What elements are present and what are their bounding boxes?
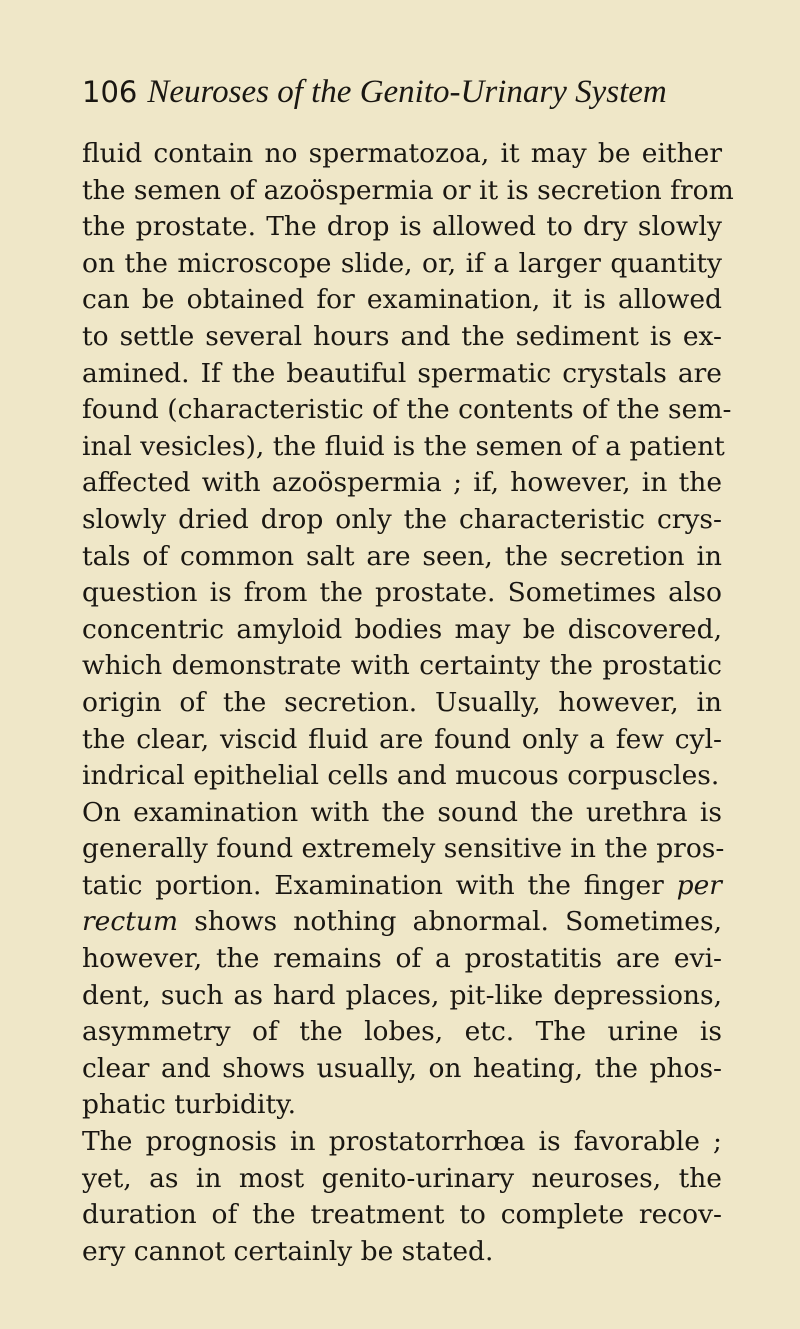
text-line-12: tals of common salt are seen, the secretion in <box>82 540 722 572</box>
page-number: 106 <box>82 75 138 109</box>
text-line-5: can be obtained for examination, it is allowed <box>82 284 722 316</box>
text-line-22-rest: shows nothing abnormal. Sometimes, <box>194 906 722 938</box>
text-line-18: indrical epithelial cells and mucous corpuscles. <box>82 760 720 792</box>
text-line-4: on the microscope slide, or, if a larger quantity <box>82 247 722 279</box>
text-line-26: clear and shows usually, on heating, the phos- <box>82 1052 722 1084</box>
text-line-30: duration of the treatment to complete recov- <box>82 1199 722 1231</box>
text-line-15: which demonstrate with certainty the prostatic <box>82 650 722 682</box>
text-line-2: the semen of azoöspermia or it is secretion from <box>82 174 734 206</box>
text-line-10: affected with azoöspermia ; if, however, in the <box>82 467 722 499</box>
text-line-8: found (characteristic of the contents of the sem- <box>82 394 732 426</box>
text-line-3: the prostate. The drop is allowed to dry slowly <box>82 211 722 243</box>
text-line-16: origin of the secretion. Usually, however, in <box>82 686 722 718</box>
text-line-21-main: tatic portion. Examination with the finger <box>82 869 664 901</box>
text-line-6: to settle several hours and the sediment is ex- <box>82 320 722 352</box>
text-line-23: however, the remains of a prostatitis are evi- <box>82 943 722 975</box>
text-line-20: generally found extremely sensitive in the pros- <box>82 833 725 865</box>
text-line-14: concentric amyloid bodies may be discovered, <box>82 613 722 645</box>
text-line-28: The prognosis in prostatorrhœa is favorable ; <box>82 1126 722 1158</box>
text-line-31: ery cannot certainly be stated. <box>82 1235 494 1267</box>
text-line-11: slowly dried drop only the characteristic crys- <box>82 503 722 535</box>
body-text <box>82 136 734 1270</box>
text-line-29: yet, as in most genito-urinary neuroses, the <box>82 1162 722 1194</box>
text-line-24: dent, such as hard places, pit-like depressions, <box>82 979 722 1011</box>
running-title: Neuroses of the Genito-Urinary System <box>147 74 667 110</box>
text-line-19: On examination with the sound the urethra is <box>82 796 722 828</box>
text-line-13: question is from the prostate. Sometimes also <box>82 577 722 609</box>
text-line-27: phatic turbidity. <box>82 1089 297 1121</box>
italic-rectum: rectum <box>82 906 179 938</box>
text-line-25: asymmetry of the lobes, etc. The urine is <box>82 1016 722 1048</box>
text-line-22 <box>82 904 722 941</box>
italic-per: per <box>676 869 722 901</box>
text-line-7: amined. If the beautiful spermatic crystals are <box>82 357 722 389</box>
page-header <box>82 72 667 112</box>
text-line-1: fluid contain no spermatozoa, it may be either <box>82 138 722 169</box>
text-line-17: the clear, viscid fluid are found only a few cyl- <box>82 723 722 755</box>
text-line-21 <box>82 868 722 905</box>
text-line-9: inal vesicles), the fluid is the semen of a patient <box>82 430 725 462</box>
